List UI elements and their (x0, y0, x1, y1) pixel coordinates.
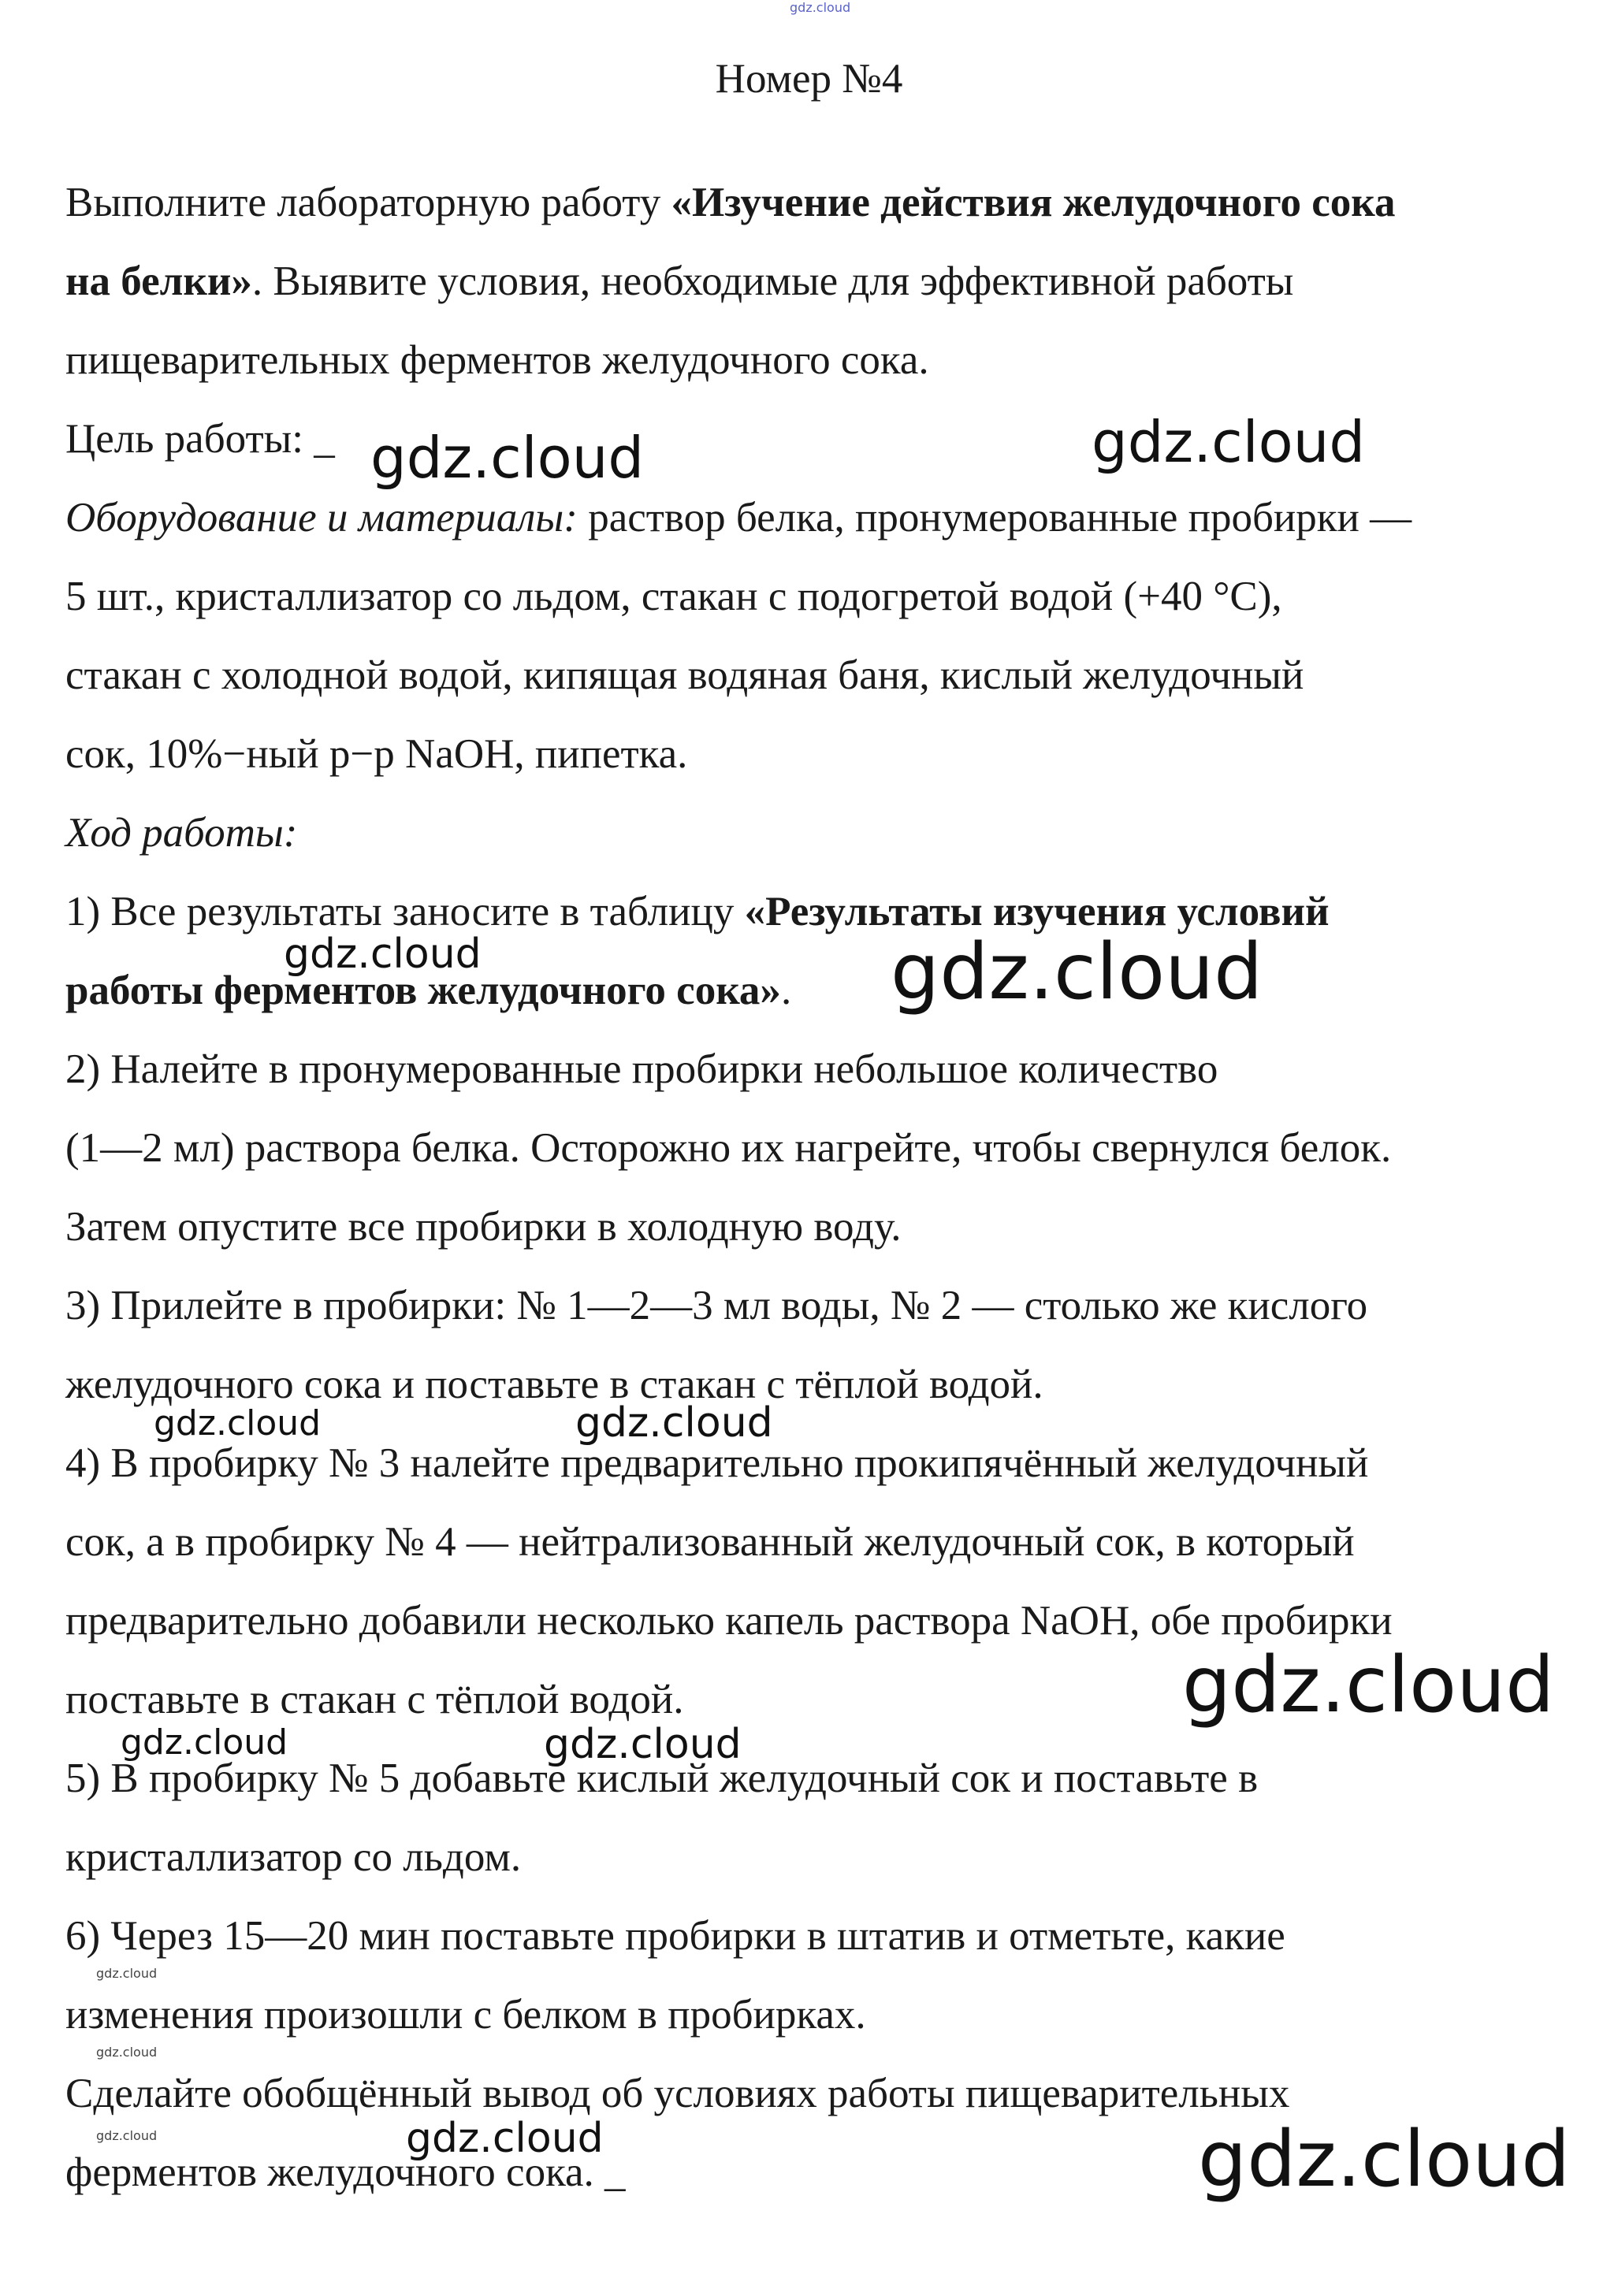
step-4-line-1: 4) В пробирку № 3 налейте предварительно прокипячённый желудочный (65, 1440, 1369, 1486)
step-4-line-2: сок, а в пробирку № 4 — нейтрализованный желудочный сок, в который (65, 1519, 1355, 1565)
text-span: Выполните лабораторную работу (65, 180, 671, 225)
text-span: . (780, 968, 792, 1013)
goal-line: Цель работы: _ (65, 416, 335, 462)
step-4-line-4: поставьте в стакан с тёплой водой. (65, 1677, 684, 1722)
lab-title-bold: «Изучение действия желудочного сока (671, 180, 1396, 225)
equipment-label: Оборудование и материалы: (65, 495, 578, 541)
procedure-heading: Ход работы: (65, 810, 298, 856)
text-span: раствор белка, пронумерованные пробирки — (577, 495, 1412, 541)
step-5-line-1: 5) В пробирку № 5 добавьте кислый желудочный сок и поставьте в (65, 1755, 1259, 1801)
step-2-line-2: (1—2 мл) раствора белка. Осторожно их нагрейте, чтобы свернулся белок. (65, 1125, 1392, 1171)
watermark: gdz.cloud (1092, 409, 1366, 475)
table-title-bold: работы ферментов желудочного сока» (65, 968, 781, 1013)
watermark: gdz.cloud (96, 1966, 158, 1981)
watermark: gdz.cloud (96, 2045, 158, 2060)
text-line-3: пищеварительных ферментов желудочного сока. (65, 337, 929, 383)
watermark: gdz.cloud (1182, 1640, 1555, 1730)
watermark: gdz.cloud (575, 1399, 773, 1447)
equipment-line-1 (65, 492, 1412, 543)
table-title-bold: «Результаты изучения условий (744, 889, 1330, 934)
watermark: gdz.cloud (154, 1403, 322, 1443)
text-span: 1) Все результаты заносите в таблицу (65, 889, 745, 934)
lab-title-bold: на белки» (65, 258, 252, 304)
watermark: gdz.cloud (96, 2128, 158, 2143)
text-line-2 (65, 256, 1293, 307)
step-2-line-3: Затем опустите все пробирки в холодную воду. (65, 1204, 902, 1250)
watermark: gdz.cloud (406, 2115, 604, 2162)
watermark: gdz.cloud (121, 1722, 288, 1763)
watermark: gdz.cloud (284, 931, 482, 978)
text-span: . Выявите условия, необходимые для эффективной работы (251, 258, 1294, 304)
step-3-line-1: 3) Прилейте в пробирки: № 1—2—3 мл воды, № 2 — столько же кислого (65, 1283, 1368, 1328)
watermark: gdz.cloud (891, 927, 1263, 1017)
step-4-line-3: предварительно добавили несколько капель раствора NaOH, обе пробирки (65, 1598, 1393, 1644)
watermark: gdz.cloud (1198, 2115, 1571, 2205)
watermark: gdz.cloud (370, 425, 645, 491)
equipment-line-3: стакан с холодной водой, кипящая водяная баня, кислый желудочный (65, 652, 1304, 698)
step-6-line-2: изменения произошли с белком в пробирках. (65, 1992, 866, 2038)
conclusion-line-2: ферментов желудочного сока. _ (65, 2149, 626, 2195)
equipment-line-4: сок, 10%−ный р−р NaOH, пипетка. (65, 731, 688, 777)
text-line-1 (65, 177, 1395, 228)
step-3-line-2: желудочного сока и поставьте в стакан с тёплой водой. (65, 1362, 1043, 1407)
step-5-line-2: кристаллизатор со льдом. (65, 1834, 522, 1880)
step-2-line-1: 2) Налейте в пронумерованные пробирки небольшое количество (65, 1046, 1218, 1092)
watermark: gdz.cloud (544, 1721, 742, 1768)
equipment-line-2: 5 шт., кристаллизатор со льдом, стакан с подогретой водой (+40 °C), (65, 574, 1282, 619)
step-6-line-1: 6) Через 15—20 мин поставьте пробирки в штатив и отметьте, какие (65, 1913, 1285, 1959)
conclusion-line-1: Сделайте обобщённый вывод об условиях работы пищеварительных (65, 2071, 1290, 2116)
page-title: Номер №4 (715, 56, 903, 102)
header-watermark: gdz.cloud (790, 0, 851, 15)
